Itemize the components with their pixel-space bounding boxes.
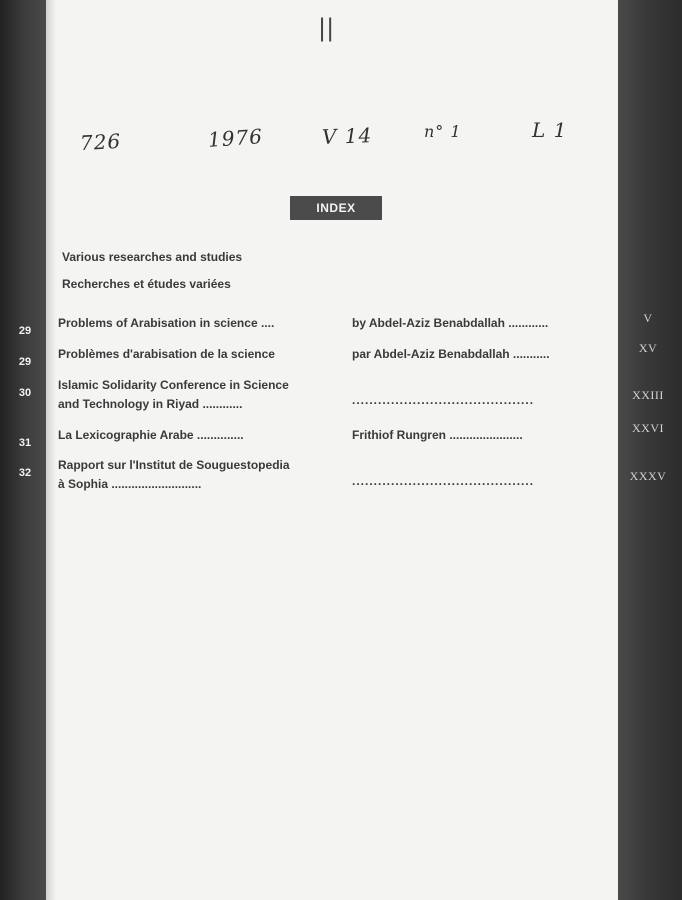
entry-page: XXXV [629, 469, 667, 483]
entry-page: XXVI [632, 421, 664, 435]
entry-author: .......................................... [352, 474, 535, 488]
entry-number: 29 [18, 356, 32, 368]
entry-page: XXIII [632, 388, 664, 402]
entry-title [58, 456, 290, 494]
entry-author: by Abdel-Aziz Benabdallah ............ [352, 316, 549, 330]
entry-title-line: Problems of Arabisation in science .... [58, 316, 275, 330]
entry-title-line: Rapport sur l'Institut de Souguestopedia [58, 458, 290, 472]
entry-title [58, 314, 274, 333]
entry-page: XV [638, 341, 658, 355]
entry-author: par Abdel-Aziz Benabdallah ........... [352, 347, 550, 361]
entry-number: 29 [18, 325, 32, 337]
entry-number: 32 [18, 467, 32, 479]
handwritten-number: n° 1 [424, 122, 462, 141]
entry-number: 30 [18, 387, 32, 399]
index-label: INDEX [290, 196, 382, 220]
entry-number: 31 [18, 437, 32, 449]
heading-french: Recherches et études variées [62, 277, 231, 291]
handwritten-ref: 726 [79, 128, 122, 156]
handwritten-code: L 1 [532, 118, 568, 142]
right-binding-strip [618, 0, 682, 900]
entry-title [58, 345, 275, 364]
entry-title-line: à Sophia ........................... [58, 477, 202, 491]
entry-title-line: Problèmes d'arabisation de la science [58, 347, 275, 361]
entry-page: V [643, 311, 653, 325]
handwritten-year: 1976 [207, 124, 264, 152]
entry-author: Frithiof Rungren ...................... [352, 428, 523, 442]
page-edge-shadow [46, 0, 56, 900]
left-binding-strip [0, 0, 46, 900]
entry-author: .......................................... [352, 393, 535, 407]
top-mark: || [318, 14, 335, 42]
handwritten-volume: V 14 [321, 123, 373, 149]
entry-title-line: Islamic Solidarity Conference in Science [58, 378, 289, 392]
entry-title [58, 376, 289, 414]
entry-title [58, 426, 244, 445]
entry-title-line: and Technology in Riyad ............ [58, 397, 243, 411]
entry-title-line: La Lexicographie Arabe .............. [58, 428, 244, 442]
heading-english: Various researches and studies [62, 250, 243, 264]
